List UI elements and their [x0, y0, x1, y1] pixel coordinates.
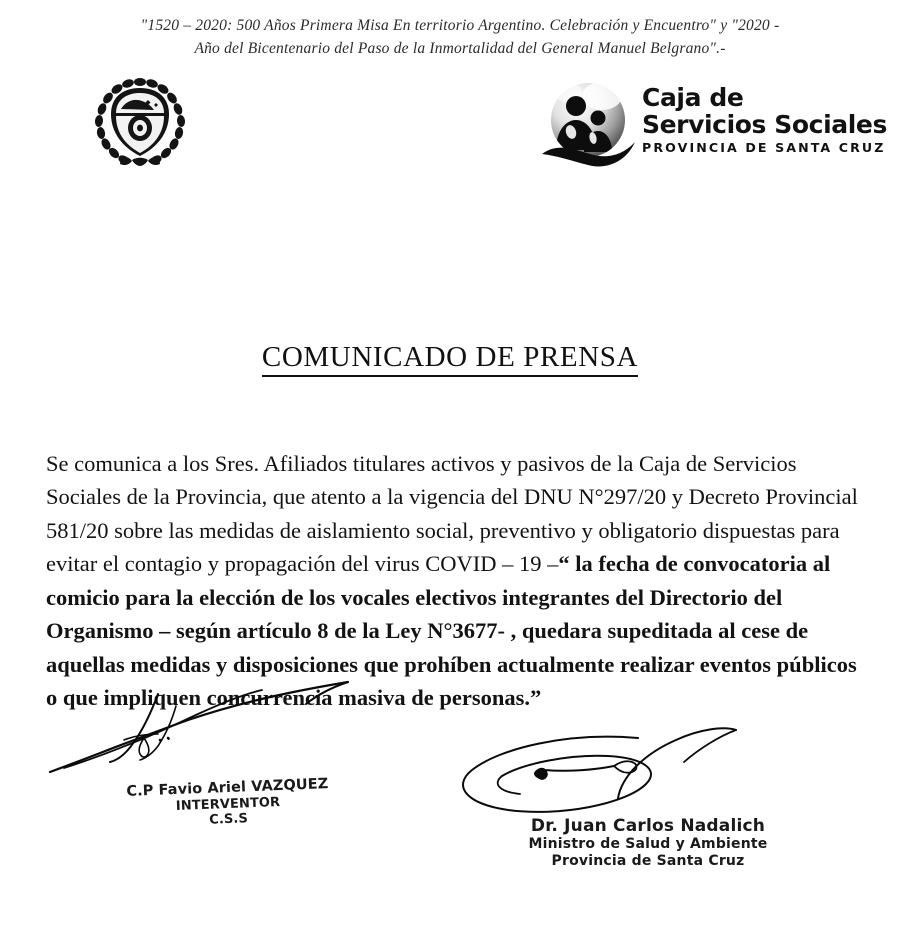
header-line-1: "1520 – 2020: 500 Años Primera Misa En territorio Argentino. Celebración y Encuentro" y "2020 -	[140, 17, 780, 34]
logo-line-1: Caja de	[642, 83, 744, 112]
handwritten-signature-right	[448, 726, 848, 826]
signer-org: C.S.S	[209, 811, 249, 828]
header-line-2: Año del Bicentenario del Paso de la Inmortalidad del General Manuel Belgrano".-	[194, 40, 726, 57]
signature-stamp-right	[448, 816, 848, 869]
signature-block-right	[448, 726, 848, 869]
signer-name: Dr. Juan Carlos Nadalich	[530, 816, 766, 836]
provincial-coat-of-arms-icon	[88, 72, 192, 176]
body-normal-text: Se comunica a los Sres. Afiliados titulares activos y pasivos de la Caja de Servicios Sociales de la Provincia, que atento a la vigencia del DNU N°297/20 y Decreto Provincial 581/20 sobre las medidas de aislamiento social, preventivo y obligatorio dispuestas para evitar el contagio y propagación del virus COVID – 19 –	[46, 450, 858, 576]
page-title-text: COMUNICADO DE PRENSA	[262, 341, 638, 377]
signature-block-left	[48, 676, 408, 827]
logo-line-3: PROVINCIA DE SANTA CRUZ	[642, 140, 886, 155]
caja-servicios-sociales-logo	[540, 80, 887, 168]
logo-wordmark	[642, 80, 887, 156]
logo-mark-icon	[540, 80, 638, 168]
signer-name: C.P Favio Ariel VAZQUEZ	[126, 776, 329, 800]
signer-org: Provincia de Santa Cruz	[551, 852, 745, 869]
logo-line-2: Servicios Sociales	[642, 110, 887, 139]
body-paragraph	[46, 447, 858, 715]
signer-role: INTERVENTOR	[175, 795, 281, 814]
handwritten-signature-left	[48, 676, 408, 786]
signer-role: Ministro de Salud y Ambiente	[528, 836, 768, 852]
document-header-motto	[120, 14, 800, 60]
page-title	[0, 341, 900, 374]
body-bold-quote: “ la fecha de convocatoria al comicio para la elección de los vocales electivos integrantes del Directorio del Organismo – según artículo 8 de la Ley N°3677- , quedara supeditada al cese de aquellas medidas y disposiciones que prohíben actualmente realizar eventos públicos o que impliquen concurrencia masiva de personas.”	[46, 551, 857, 710]
